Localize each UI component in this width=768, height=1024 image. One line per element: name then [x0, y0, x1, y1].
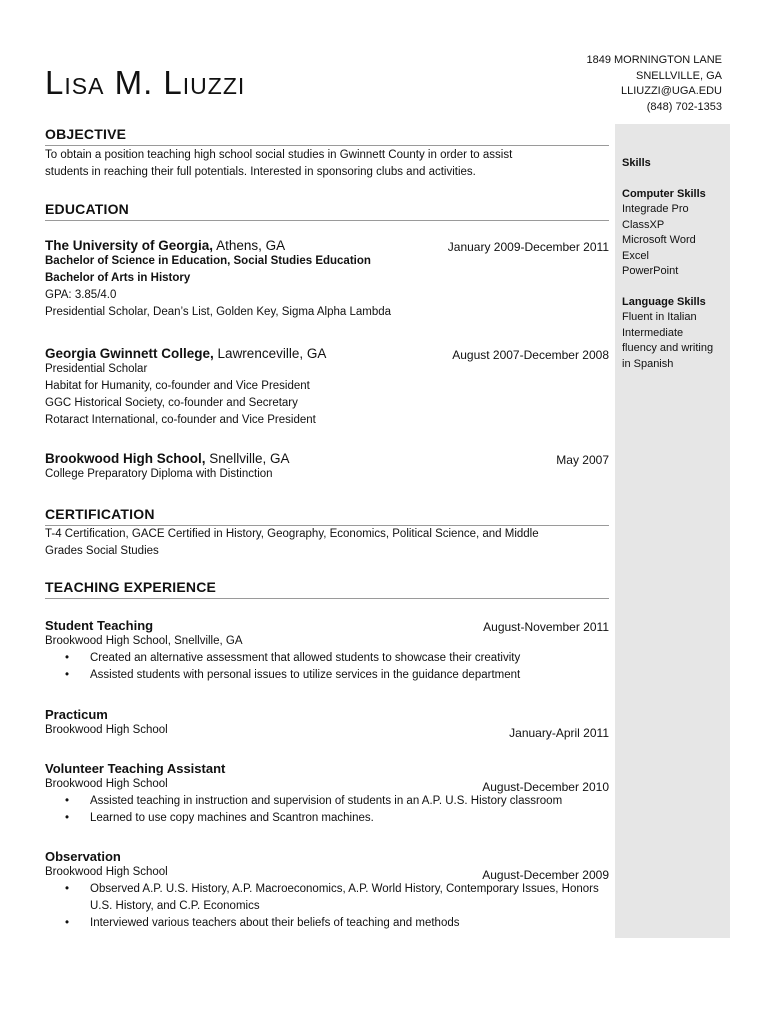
skill-item: Microsoft Word: [622, 234, 696, 246]
objective-heading: OBJECTIVE: [45, 126, 609, 146]
job-dates: August-December 2010: [482, 780, 609, 794]
degree-line: Bachelor of Arts in History: [45, 272, 191, 284]
education-detail: Presidential Scholar: [45, 363, 148, 375]
certification-heading: CERTIFICATION: [45, 506, 609, 526]
job-student-teaching: [45, 618, 609, 684]
job-bullets: [45, 650, 609, 684]
language-skills-heading: Language Skills: [622, 295, 706, 308]
job-dates: August-December 2009: [482, 868, 609, 882]
job-bullets: [45, 793, 609, 827]
job-bullet: • Interviewed various teachers about their beliefs of teaching and methods: [45, 915, 609, 932]
skill-item: in Spanish: [622, 357, 674, 370]
skill-item: ClassXP: [622, 218, 665, 231]
job-title: Practicum: [45, 707, 108, 722]
skill-item: Fluent in Italian: [622, 311, 697, 323]
contact-city: SNELLVILLE, GA: [635, 69, 722, 82]
education-dates: August 2007-December 2008: [452, 348, 609, 362]
computer-skills-heading: Computer Skills: [622, 187, 706, 200]
skills-title: Skills: [622, 157, 651, 169]
education-detail: Habitat for Humanity, co-founder and Vice President: [45, 380, 310, 392]
education-detail: College Preparatory Diploma with Distinction: [45, 468, 273, 480]
school-name: Brookwood High School,: [45, 451, 206, 466]
job-bullet: • Assisted teaching in instruction and supervision of students in an A.P. U.S. History classroom: [45, 793, 609, 810]
education-detail: GGC Historical Society, co-founder and Secretary: [45, 397, 298, 409]
candidate-name: Lisa M. Liuzzi: [45, 64, 246, 101]
contact-email[interactable]: LLIUZZI@UGA.EDU: [620, 85, 722, 97]
job-bullets: [45, 881, 609, 932]
education-entry-brookwood: [45, 451, 609, 483]
job-bullet: • Created an alternative assessment that allowed students to showcase their creativity: [45, 650, 609, 667]
objective-line: To obtain a position teaching high school social studies in Gwinnett County in order to assist: [45, 149, 513, 161]
skill-item: PowerPoint: [622, 265, 679, 277]
skills-sidebar: [615, 124, 730, 938]
education-heading: EDUCATION: [45, 201, 609, 221]
education-detail: Presidential Scholar, Dean’s List, Golden Key, Sigma Alpha Lambda: [45, 306, 392, 318]
school-location: Lawrenceville, GA: [217, 346, 327, 361]
job-bullet: • Learned to use copy machines and Scantron machines.: [45, 810, 609, 827]
school-name: The University of Georgia,: [45, 238, 214, 253]
teaching-heading: TEACHING EXPERIENCE: [45, 579, 609, 599]
job-place: Brookwood High School: [45, 724, 168, 736]
school-location: Athens, GA: [216, 238, 286, 253]
skill-item: Intermediate: [622, 326, 684, 339]
school-name: Georgia Gwinnett College,: [45, 346, 214, 361]
skill-item: Integrade Pro: [622, 203, 689, 215]
contact-block: [586, 53, 722, 115]
job-title: Volunteer Teaching Assistant: [45, 761, 226, 776]
job-observation: [45, 849, 609, 932]
education-detail: Rotaract International, co-founder and Vice President: [45, 414, 316, 426]
contact-phone: (848) 702-1353: [646, 100, 722, 113]
job-dates: August-November 2011: [483, 620, 609, 634]
objective-line: students in reaching their full potentials. Interested in sponsoring clubs and activities.: [45, 166, 476, 178]
job-volunteer-ta: [45, 761, 609, 827]
job-title: Student Teaching: [45, 618, 154, 633]
job-place: Brookwood High School, Snellville, GA: [45, 635, 243, 647]
job-place: Brookwood High School: [45, 866, 168, 878]
job-place: Brookwood High School: [45, 778, 168, 790]
skill-item: fluency and writing: [622, 342, 714, 354]
certification-text: [45, 526, 609, 560]
skill-item: Excel: [622, 249, 649, 262]
education-detail: GPA: 3.85/4.0: [45, 289, 117, 301]
job-dates: January-April 2011: [509, 726, 609, 740]
degree-line: Bachelor of Science in Education, Social Studies Education: [45, 255, 371, 267]
contact-address: 1849 MORNINGTON LANE: [586, 54, 722, 66]
certification-line: T-4 Certification, GACE Certified in History, Geography, Economics, Political Science, and Middle: [45, 528, 539, 540]
education-entry-uga: [45, 238, 609, 321]
job-title: Observation: [45, 849, 121, 864]
job-practicum: [45, 707, 609, 739]
job-bullet: • Assisted students with personal issues to utilize services in the guidance department: [45, 667, 609, 684]
education-dates: January 2009-December 2011: [447, 240, 609, 254]
job-bullet: • Observed A.P. U.S. History, A.P. Macroeconomics, A.P. World History, Contemporary Issues, Honors U.S. History, and C.P. Economics: [45, 881, 609, 915]
certification-line: Grades Social Studies: [45, 545, 159, 557]
school-location: Snellville, GA: [209, 451, 290, 466]
objective-text: [45, 147, 609, 181]
education-dates: May 2007: [556, 453, 609, 467]
education-entry-ggc: [45, 346, 609, 429]
